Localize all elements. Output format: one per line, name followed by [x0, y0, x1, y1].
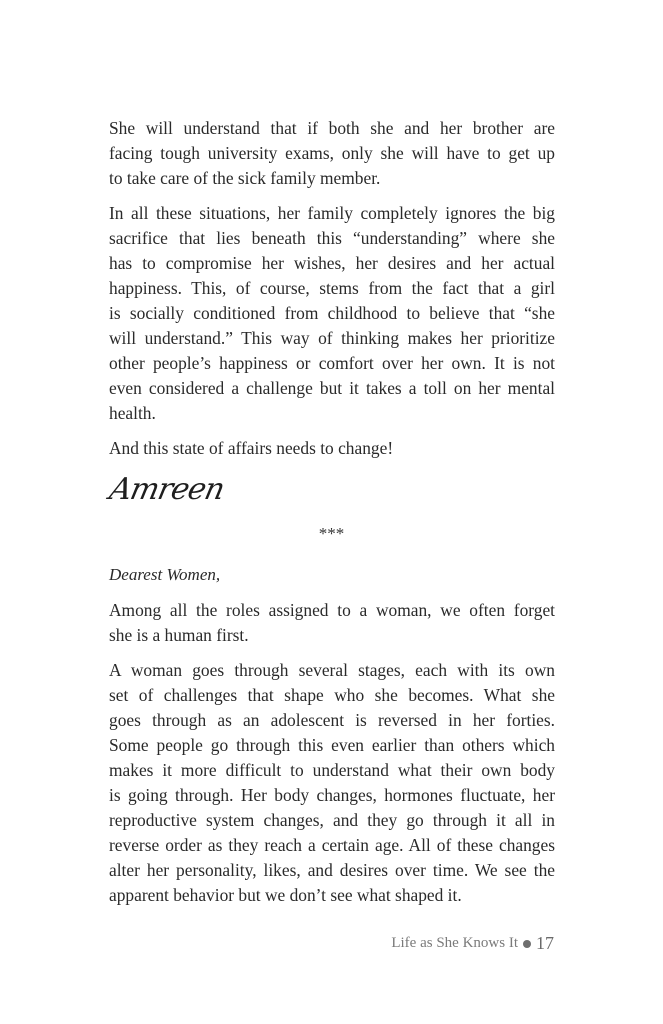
salutation: Dearest Women, — [109, 565, 221, 584]
page-footer — [391, 933, 554, 954]
text-line: And this state of affairs needs to change! — [109, 438, 394, 458]
text-line: happiness. This, of course, stems from the fact that a girl — [109, 278, 555, 298]
text-line: makes it more difficult to understand what their own body — [109, 760, 555, 780]
text-line: reproductive system changes, and they go through it all in — [109, 810, 555, 830]
text-line: health. — [109, 403, 156, 423]
text-line: has to compromise her wishes, her desires and her actual — [109, 253, 555, 273]
section-separator: *** — [318, 524, 345, 543]
text-line: other people’s happiness or comfort over her own. It is not — [109, 353, 555, 373]
text-line: is going through. Her body changes, hormones fluctuate, her — [109, 785, 555, 805]
text-line: is socially conditioned from childhood to believe that “she — [109, 303, 555, 323]
signature: Amreen — [106, 472, 228, 507]
text-line: set of challenges that shape who she becomes. What she — [109, 685, 555, 705]
text-line: sacrifice that lies beneath this “understanding” where she — [109, 228, 555, 248]
text-line: will understand.” This way of thinking makes her prioritize — [109, 328, 555, 348]
text-line: goes through as an adolescent is reversed in her forties. — [109, 710, 555, 730]
text-line: to take care of the sick family member. — [109, 168, 381, 188]
text-line: A woman goes through several stages, each with its own — [109, 660, 555, 680]
text-line: In all these situations, her family completely ignores the big — [109, 203, 555, 223]
text-line: Some people go through this even earlier than others which — [109, 735, 555, 755]
text-line: Among all the roles assigned to a woman, we often forget — [109, 600, 555, 620]
text-line: She will understand that if both she and her brother are — [109, 118, 555, 138]
bullet-icon — [523, 940, 531, 948]
text-line: reverse order as they reach a certain age. All of these changes — [109, 835, 555, 855]
page-number: 17 — [536, 933, 554, 953]
text-line: even considered a challenge but it takes a toll on her mental — [109, 378, 555, 398]
text-line: facing tough university exams, only she will have to get up — [109, 143, 555, 163]
text-line: she is a human first. — [109, 625, 249, 645]
book-title: Life as She Knows It — [391, 935, 518, 951]
text-line: apparent behavior but we don’t see what shaped it. — [109, 885, 462, 905]
text-line: alter her personality, likes, and desires over time. We see the — [109, 860, 555, 880]
